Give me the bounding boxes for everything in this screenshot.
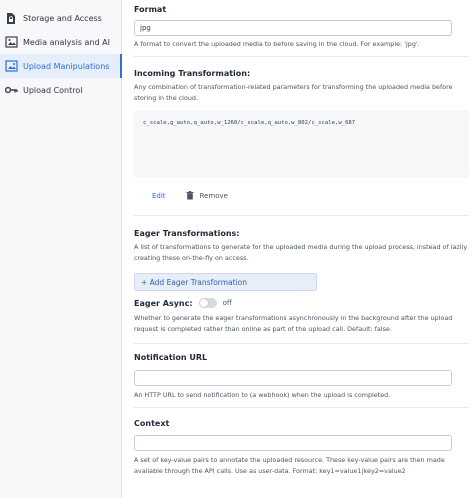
format-help: A format to convert the uploaded media to before saving in the cloud. For example: 'jpg'.	[134, 40, 420, 48]
file-lock-icon	[4, 11, 18, 25]
eager-async-row	[134, 298, 469, 308]
format-input[interactable]	[134, 20, 452, 36]
sidebar-item-storage-and-access[interactable]	[0, 6, 122, 30]
notification-url-input[interactable]	[134, 370, 452, 386]
sidebar	[0, 0, 122, 498]
notification-url-help: An HTTP URL to send notification to (a webhook) when the upload is completed.	[134, 391, 391, 399]
sidebar-item-label: Storage and Access	[23, 13, 102, 23]
transformation-actions	[152, 191, 272, 200]
sidebar-item-label: Media analysis and AI	[23, 37, 110, 47]
sidebar-item-label: Upload Manipulations	[23, 61, 110, 71]
remove-button[interactable]	[186, 191, 228, 200]
transformation-string: c_scale,g_auto,q_auto,w_1260/c_scale,q_auto,w_802/c_scale,w_687	[143, 120, 356, 126]
divider	[134, 215, 469, 216]
divider	[134, 56, 469, 57]
trash-icon	[186, 191, 194, 200]
context-label: Context	[134, 419, 170, 428]
settings-panel	[122, 0, 474, 498]
add-eager-transformation-button[interactable]: + Add Eager Transformation	[134, 273, 317, 291]
sidebar-item-label: Upload Control	[23, 85, 83, 95]
image-analysis-icon	[4, 35, 18, 49]
divider	[134, 407, 469, 408]
context-help: A set of key-value pairs to annotate the uploaded resource. These key-value pairs are then made available through the API calls. Use as user-data. Format: key1=value1|key2=value2	[134, 456, 445, 475]
format-label: Format	[134, 5, 167, 14]
context-input[interactable]	[134, 435, 452, 451]
sidebar-item-upload-manipulations[interactable]	[0, 54, 122, 78]
notification-url-label: Notification URL	[134, 353, 208, 362]
eager-async-label: Eager Async:	[134, 298, 193, 308]
eager-transformations-help: A list of transformations to generate for the uploaded media during the upload process, instead of lazily creating these on-the-fly on access.	[134, 243, 468, 262]
sidebar-item-media-analysis[interactable]	[0, 30, 122, 54]
divider	[134, 343, 469, 344]
remove-label: Remove	[199, 191, 228, 200]
incoming-transformation-code	[134, 110, 469, 178]
eager-async-help: Whether to generate the eager transformations asynchronously in the background after the upload request is completed rather than online as part of the upload call. Default: false.	[134, 314, 453, 333]
sidebar-item-upload-control[interactable]	[0, 78, 122, 102]
incoming-transformation-help: Any combination of transformation-related parameters for transforming the uploaded media before storing in the cloud.	[134, 83, 453, 102]
format-value: jpg	[140, 24, 151, 32]
incoming-transformation-label: Incoming Transformation:	[134, 69, 251, 78]
key-icon	[4, 83, 18, 97]
eager-async-toggle[interactable]	[199, 298, 217, 308]
eager-async-state: off	[222, 299, 232, 307]
eager-transformations-label: Eager Transformations:	[134, 229, 240, 238]
edit-button[interactable]: Edit	[152, 191, 166, 200]
upload-image-icon	[4, 59, 18, 73]
